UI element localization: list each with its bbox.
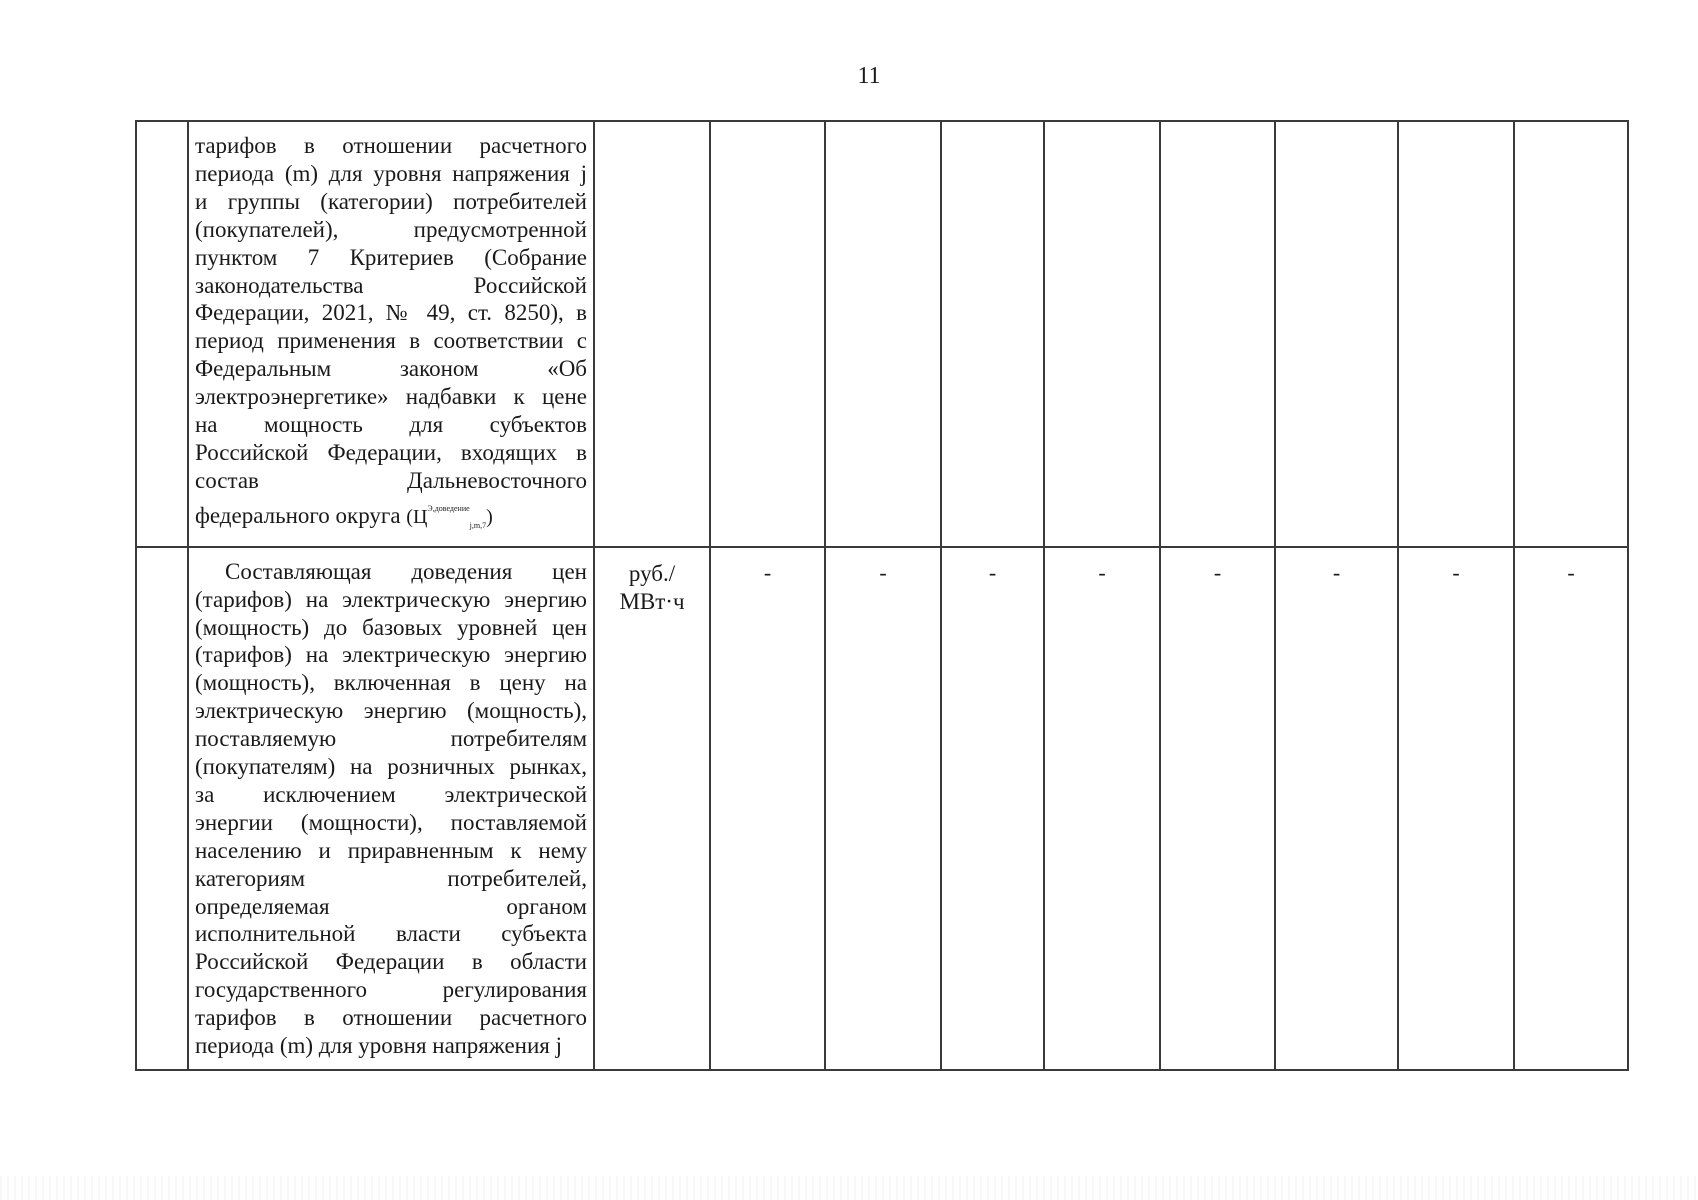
description-line: Российской Федерации, входящих в — [195, 439, 587, 465]
description-line: исполнительной власти субъекта — [195, 921, 587, 947]
description-line: категориям потребителей, — [195, 865, 587, 891]
description-line: Федеральным законом «Об — [195, 356, 587, 382]
description-line — [195, 495, 587, 540]
description-line: тарифов в отношении расчетного — [195, 133, 587, 158]
value-cell — [1398, 121, 1514, 547]
description-line: (тарифов) на электрическую энергию — [195, 642, 587, 668]
tariff-table — [135, 120, 1629, 1071]
description-line: период применения в соответствии с — [195, 328, 587, 354]
row-number-cell — [136, 121, 188, 547]
unit-label: руб./ — [628, 560, 676, 586]
value-cell: - — [710, 547, 825, 1070]
value-cell — [1275, 121, 1398, 547]
description-line: периода (m) для уровня напряжения j — [195, 1033, 563, 1059]
description-line: Российской Федерации в области — [195, 949, 587, 975]
value-cell — [1514, 121, 1628, 547]
description-line: населению и приравненным к нему — [195, 837, 587, 863]
description-line: (покупателям) на розничных рынках, — [195, 754, 587, 780]
table-row — [136, 121, 1628, 547]
description-line: государственного регулирования — [195, 977, 587, 1003]
unit-cell — [594, 547, 710, 1070]
page-number: 11 — [857, 63, 881, 89]
value-cell: - — [1514, 547, 1628, 1070]
description-line: электроэнергетике» надбавки к цене — [195, 384, 587, 410]
description-line: на мощность для субъектов — [195, 412, 587, 438]
description-line: пунктом 7 Критериев (Собрание — [195, 244, 587, 270]
value-cell — [825, 121, 941, 547]
description-line: (мощность) до базовых уровней цен — [195, 614, 587, 640]
description-line: энергии (мощности), поставляемой — [195, 809, 587, 835]
description-line: тарифов в отношении расчетного — [195, 1005, 587, 1031]
scan-border-noise — [0, 1176, 1698, 1200]
value-cell — [1160, 121, 1275, 547]
value-cell: - — [1275, 547, 1398, 1070]
description-line: за исключением электрической — [195, 781, 587, 807]
description-line: (мощность), включенная в цену на — [195, 670, 587, 696]
value-cell — [710, 121, 825, 547]
unit-label: МВт·ч — [619, 588, 685, 614]
value-cell: - — [941, 547, 1044, 1070]
description-line: (тарифов) на электрическую энергию — [195, 586, 587, 612]
value-cell: - — [1398, 547, 1514, 1070]
description-line: законодательства Российской — [195, 272, 587, 298]
unit-cell — [594, 121, 710, 547]
formula-subscript: j,m,7 — [469, 520, 487, 530]
value-cell — [1044, 121, 1160, 547]
formula: $(Ц^{Э,доведение}_{j,m,7})$ — [406, 503, 493, 530]
row-number-cell — [136, 547, 188, 1070]
formula-base: Ц — [412, 505, 428, 528]
description-line: (покупателей), предусмотренной — [195, 216, 587, 242]
table-row — [136, 547, 1628, 1070]
description-line: Федерации, 2021, № 49, ст. 8250), в — [195, 300, 587, 326]
description-line: определяемая органом — [195, 893, 587, 919]
value-cell: - — [1160, 547, 1275, 1070]
value-cell: - — [1044, 547, 1160, 1070]
description-line: состав Дальневосточного — [195, 467, 587, 493]
description-text: федерального округа — [195, 502, 401, 528]
description-cell — [188, 547, 594, 1070]
value-cell: - — [825, 547, 941, 1070]
value-cell — [941, 121, 1044, 547]
description-line: электрическую энергию (мощность), — [195, 698, 587, 724]
formula-superscript: Э,доведение — [427, 503, 470, 513]
description-line: Составляющая доведения цен — [225, 558, 587, 584]
description-line: и группы (категории) потребителей — [195, 188, 587, 214]
description-cell — [188, 121, 594, 547]
description-line: периода (m) для уровня напряжения j — [195, 160, 587, 186]
description-line: поставляемую потребителям — [195, 726, 587, 752]
